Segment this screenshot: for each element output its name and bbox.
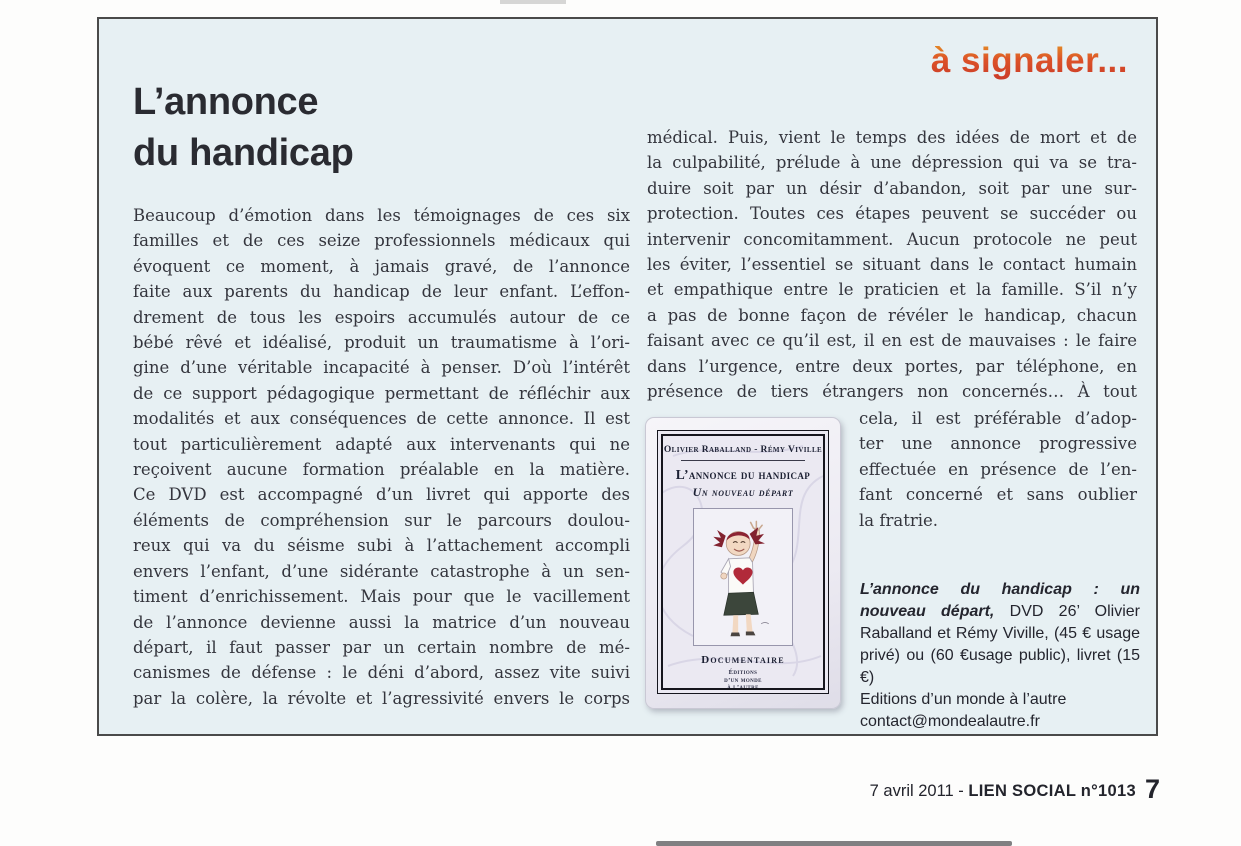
text-line: Ce DVD est accompagné d’un livret qui apporte des xyxy=(133,485,630,505)
right-column xyxy=(647,125,1137,404)
dvd-publisher-line2: d’un monde xyxy=(724,676,762,684)
article-title xyxy=(133,77,354,179)
left-column xyxy=(133,203,630,711)
text-line: reux qui va du séisme subi à l’attachement accompli xyxy=(133,536,630,556)
dvd-cover-illustration xyxy=(693,508,793,646)
text-line: intervenir concomitamment. Aucun protocole ne peut xyxy=(647,229,1137,249)
dvd-publisher-line3: à l’autre xyxy=(727,684,759,690)
caption-title: L’annonce du handicap : un nouveau départ, xyxy=(860,581,1140,620)
text-line: bébé rêvé et idéalisé, produit un traumatisme à l’ori- xyxy=(133,333,630,353)
dvd-cover-inner xyxy=(657,430,829,694)
text-line: duire soit par un désir d’abandon, soit par une sur- xyxy=(647,178,1137,198)
scan-artifact-bottom xyxy=(656,841,1012,846)
text-line: timent d’enrichissement. Mais pour que le vacillement xyxy=(133,587,630,607)
text-line: a pas de bonne façon de révéler le handicap, chacun xyxy=(647,305,1137,325)
text-line: gine d’une véritable incapacité à penser. D’où l’intérêt xyxy=(133,358,630,378)
text-line: la culpabilité, prélude à une dépression qui va se tra- xyxy=(647,153,1137,173)
text-line: ter une annonce progressive xyxy=(859,434,1137,454)
caption-contact: contact@mondealautre.fr xyxy=(860,713,1040,730)
text-line: envers l’enfant, d’une sidérante catastrophe à un sen- xyxy=(133,561,630,581)
text-line: fant concerné et sans oublier xyxy=(859,485,1137,505)
text-line: les éviter, l’essentiel se situant dans le contact humain xyxy=(647,255,1137,275)
dvd-publisher-logo xyxy=(724,669,762,690)
dvd-caption xyxy=(860,579,1140,733)
dvd-cover xyxy=(645,417,841,709)
text-line: présence de tiers étrangers non concernés… À tout xyxy=(647,382,1137,402)
text-line: dans l’urgence, entre deux portes, par téléphone, en xyxy=(647,356,1137,376)
text-line: éléments de compréhension sur le parcours doulou- xyxy=(133,510,630,530)
text-line: faisant avec ce qu’il est, il en est de mauvaises : le faire xyxy=(647,331,1137,351)
article-title-line2: du handicap xyxy=(133,132,354,174)
text-line: cela, il est préférable d’adop- xyxy=(859,409,1137,428)
text-line: tout particulièrement adapté aux intervenants qui ne xyxy=(133,434,630,454)
text-line: et empathique entre le praticien et la famille. S’il n’y xyxy=(647,280,1137,300)
dvd-cover-frame xyxy=(661,434,825,690)
text-line: médical. Puis, vient le temps des idées de mort et de xyxy=(647,128,1137,147)
text-line: reçoivent aucune formation préalable en la matière. xyxy=(133,460,630,480)
text-line: la fratrie. xyxy=(859,510,938,530)
page-footer xyxy=(870,774,1160,805)
section-label: à signaler... xyxy=(930,41,1128,80)
dvd-subtitle: Un nouveau départ xyxy=(692,485,794,499)
dvd-genre: Documentaire xyxy=(701,654,785,666)
text-line: protection. Toutes ces étapes peuvent se succéder ou xyxy=(647,204,1137,224)
text-line: Beaucoup d’émotion dans les témoignages de ces six xyxy=(133,206,630,225)
text-line: modalités et aux conséquences de cette annonce. Il est xyxy=(133,409,630,429)
article-title-line1: L’annonce xyxy=(133,81,319,123)
footer-page-number: 7 xyxy=(1144,774,1160,804)
footer-magazine: LIEN SOCIAL n°1013 xyxy=(968,782,1136,800)
text-line: drement de tous les espoirs accumulés autour de ce xyxy=(133,307,630,327)
text-line: par la colère, la révolte et l’agressivité envers le corps xyxy=(133,688,630,708)
dvd-title: L’annonce du handicap xyxy=(675,467,811,482)
text-line: familles et de ces seize professionnels médicaux qui xyxy=(133,231,630,251)
text-line: faite aux parents du handicap de leur enfant. L’effon- xyxy=(133,282,630,302)
text-line: canismes de défense : le déni d’abord, assez vite suivi xyxy=(133,663,630,683)
caption-details: DVD 26’ Olivier Raballand et Rémy Viville, (45 € usage privé) ou (60 €usage public), livret (15 €) xyxy=(860,603,1141,686)
article-panel xyxy=(97,17,1158,736)
caption-publisher: Editions d’un monde à l’autre xyxy=(860,691,1067,708)
text-line: de ce support pédagogique permettant de réfléchir aux xyxy=(133,383,630,403)
scan-artifact-top xyxy=(500,0,566,4)
text-line: évoquent ce moment, à jamais gravé, de l’annonce xyxy=(133,256,630,276)
wrap-column xyxy=(859,406,1137,533)
text-line: effectuée en présence de l’en- xyxy=(859,459,1137,479)
text-line: de l’annonce devienne aussi la matrice d’un nouveau xyxy=(133,612,630,632)
dvd-authors: Olivier Raballand - Rémy Viville xyxy=(663,445,823,455)
dvd-publisher-line1: Éditions xyxy=(728,669,758,676)
text-line: départ, il faut passer par un certain nombre de mé- xyxy=(133,637,630,657)
footer-date: 7 avril 2011 - xyxy=(869,782,969,800)
dvd-rule xyxy=(681,460,806,461)
